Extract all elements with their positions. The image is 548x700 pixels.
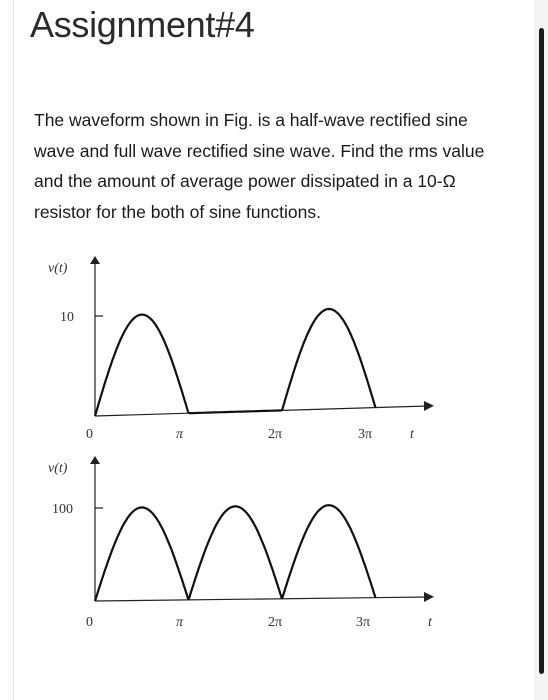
x-tick-label-2pi: 2π bbox=[268, 427, 283, 440]
waveform-segment-1 bbox=[95, 507, 189, 601]
full-wave-graph bbox=[0, 440, 548, 640]
x-axis-arrow bbox=[424, 401, 434, 411]
waveform-segment-1 bbox=[95, 315, 189, 416]
y-axis-arrow bbox=[90, 256, 100, 264]
x-axis-label: t bbox=[428, 615, 432, 630]
x-axis-arrow bbox=[424, 592, 434, 602]
waveform-segment-3 bbox=[282, 505, 376, 599]
origin-label: 0 bbox=[86, 615, 93, 630]
x-tick-label-pi: π bbox=[176, 615, 184, 630]
half-wave-graph bbox=[0, 250, 548, 440]
x-tick-label-2pi: 2π bbox=[268, 615, 283, 630]
page-title: Assignment#4 bbox=[30, 4, 255, 45]
waveform-segment-3 bbox=[282, 309, 376, 410]
x-axis bbox=[95, 597, 428, 601]
y-tick-label: 10 bbox=[60, 310, 74, 325]
y-tick-label: 100 bbox=[52, 502, 73, 517]
waveform-segment-2 bbox=[189, 410, 283, 413]
waveform-curve bbox=[95, 505, 376, 601]
waveform-segment-2 bbox=[189, 506, 283, 600]
origin-label: 0 bbox=[86, 427, 93, 440]
problem-statement: The waveform shown in Fig. is a half-wave rectified sine wave and full wave rectified sine wave. Find the rms value and the amount of average power dissipated in a 10-Ω resistor for the both of sine functions. bbox=[34, 110, 485, 222]
y-axis-arrow bbox=[90, 456, 100, 464]
x-axis-label: t bbox=[410, 427, 414, 440]
waveform-curve bbox=[95, 309, 376, 416]
y-axis-label: v(t) bbox=[48, 461, 68, 476]
y-axis-label: v(t) bbox=[48, 261, 68, 276]
x-tick-label-3pi: 3π bbox=[356, 615, 371, 630]
x-tick-label-3pi: 3π bbox=[358, 427, 373, 440]
x-tick-label-pi: π bbox=[176, 427, 184, 440]
